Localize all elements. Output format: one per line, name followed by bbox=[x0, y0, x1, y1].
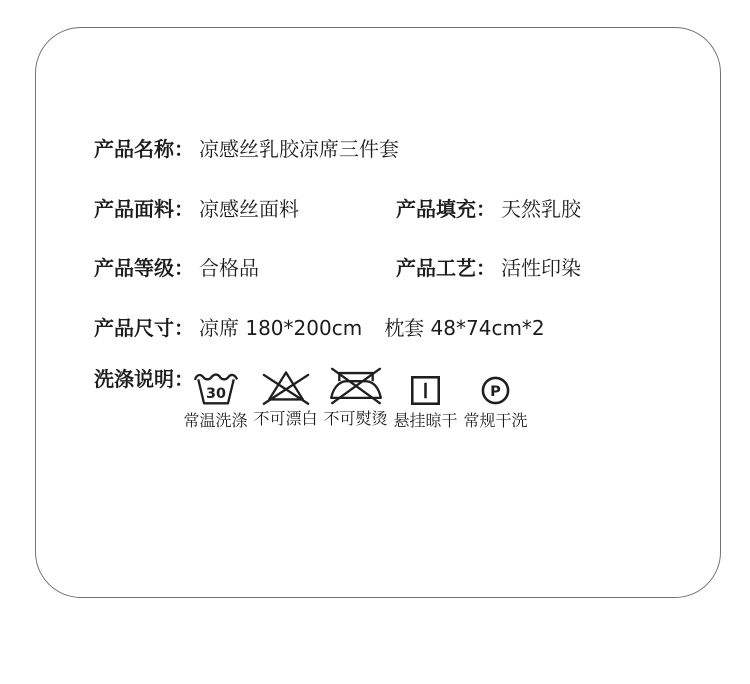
wash-col-no-iron bbox=[323, 362, 388, 431]
row-filling bbox=[396, 195, 581, 223]
grade-label: 产品等级： bbox=[94, 256, 194, 280]
hang-dry-icon bbox=[410, 362, 441, 406]
dry-clean-letter: P bbox=[490, 382, 501, 400]
grade-value: 合格品 bbox=[199, 256, 259, 280]
wash-col-no-bleach bbox=[253, 362, 318, 431]
size-pillow-value: 枕套 48*74cm*2 bbox=[384, 316, 545, 340]
size-label: 产品尺寸： bbox=[94, 316, 194, 340]
wash-col-hang-dry bbox=[393, 362, 458, 431]
wash-caption-hang-dry: 悬挂晾干 bbox=[393, 411, 458, 430]
craft-label: 产品工艺： bbox=[396, 256, 496, 280]
row-product-name bbox=[94, 135, 399, 163]
no-iron-icon bbox=[328, 362, 384, 406]
product-name-value: 凉感丝乳胶凉席三件套 bbox=[199, 137, 399, 161]
wash-caption-no-iron: 不可熨烫 bbox=[323, 409, 388, 428]
row-size bbox=[94, 314, 545, 342]
row-fabric bbox=[94, 195, 299, 223]
no-bleach-icon bbox=[261, 362, 311, 406]
wash-caption-dry-clean: 常规干洗 bbox=[463, 411, 528, 430]
washing-icons-row bbox=[183, 362, 528, 431]
fabric-label: 产品面料： bbox=[94, 197, 194, 221]
wash-tub-30-icon bbox=[193, 362, 239, 406]
craft-value: 活性印染 bbox=[501, 256, 581, 280]
dry-clean-p-icon bbox=[480, 362, 511, 406]
washing-label: 洗涤说明： bbox=[94, 367, 194, 391]
row-grade bbox=[94, 254, 259, 282]
wash-col-dry-clean bbox=[463, 362, 528, 431]
wash-caption-no-bleach: 不可漂白 bbox=[253, 409, 318, 428]
wash-col-normal-wash bbox=[183, 362, 248, 431]
filling-label: 产品填充： bbox=[396, 197, 496, 221]
product-spec-card bbox=[35, 27, 721, 598]
wash-temp-number: 30 bbox=[205, 386, 226, 403]
row-craft bbox=[396, 254, 581, 282]
wash-caption-normal-wash: 常温洗涤 bbox=[183, 411, 248, 430]
size-mat-value: 凉席 180*200cm bbox=[199, 316, 363, 340]
fabric-value: 凉感丝面料 bbox=[199, 197, 299, 221]
product-name-label: 产品名称： bbox=[94, 137, 194, 161]
filling-value: 天然乳胶 bbox=[501, 197, 581, 221]
